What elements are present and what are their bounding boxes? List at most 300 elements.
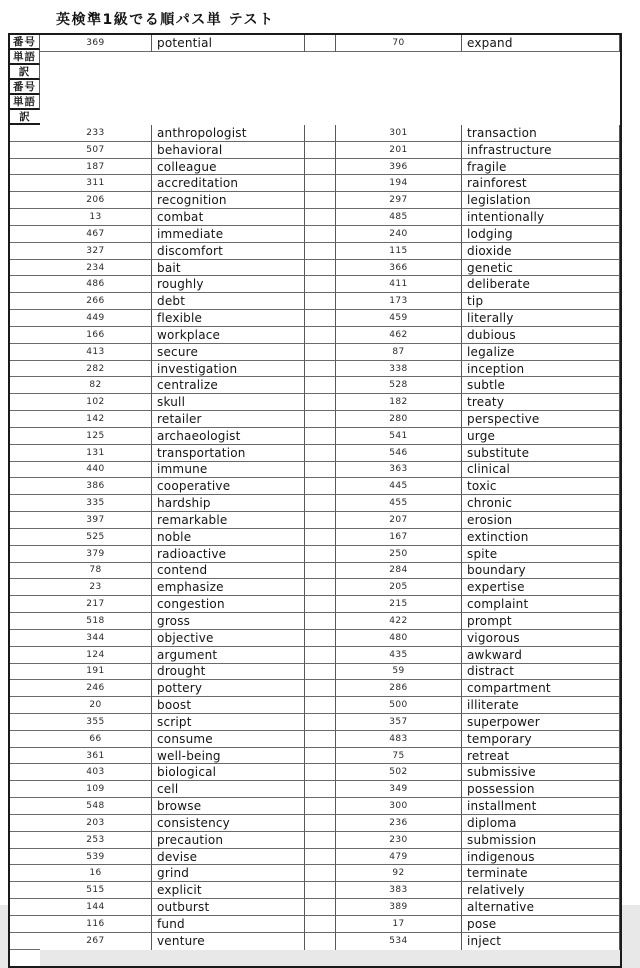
word-cell: archaeologist: [152, 428, 305, 445]
word-cell: venture: [152, 933, 305, 950]
translation-cell: [10, 832, 40, 849]
number-cell: 357: [336, 714, 462, 731]
header-translation-left: 訳: [10, 65, 40, 80]
number-cell: 440: [40, 462, 152, 479]
number-cell: 173: [336, 293, 462, 310]
number-cell: 355: [40, 714, 152, 731]
translation-cell: [10, 260, 40, 277]
word-cell: recognition: [152, 192, 305, 209]
number-cell: 115: [336, 243, 462, 260]
number-cell: 182: [336, 394, 462, 411]
number-cell: 167: [336, 529, 462, 546]
number-cell: 194: [336, 175, 462, 192]
header-word-left: 単語: [10, 50, 40, 65]
number-cell: 144: [40, 899, 152, 916]
word-cell: skull: [152, 394, 305, 411]
translation-cell: [305, 731, 336, 748]
number-cell: 240: [336, 226, 462, 243]
translation-cell: [305, 209, 336, 226]
word-cell: boost: [152, 697, 305, 714]
number-cell: 301: [336, 125, 462, 142]
translation-cell: [10, 478, 40, 495]
translation-cell: [10, 125, 40, 142]
translation-cell: [10, 344, 40, 361]
translation-cell: [305, 697, 336, 714]
word-cell: superpower: [462, 714, 620, 731]
number-cell: 234: [40, 260, 152, 277]
number-cell: 92: [336, 865, 462, 882]
translation-cell: [305, 630, 336, 647]
word-cell: pose: [462, 916, 620, 933]
word-cell: deliberate: [462, 276, 620, 293]
word-cell: discomfort: [152, 243, 305, 260]
number-cell: 59: [336, 664, 462, 681]
number-cell: 361: [40, 748, 152, 765]
word-cell: consume: [152, 731, 305, 748]
translation-cell: [10, 192, 40, 209]
word-cell: relatively: [462, 882, 620, 899]
translation-cell: [305, 361, 336, 378]
number-cell: 16: [40, 865, 152, 882]
number-cell: 116: [40, 916, 152, 933]
number-cell: 413: [40, 344, 152, 361]
number-cell: 462: [336, 327, 462, 344]
translation-cell: [305, 546, 336, 563]
word-cell: gross: [152, 613, 305, 630]
word-cell: argument: [152, 647, 305, 664]
number-cell: 363: [336, 462, 462, 479]
word-cell: possession: [462, 781, 620, 798]
word-cell: colleague: [152, 159, 305, 176]
number-cell: 82: [40, 377, 152, 394]
translation-cell: [305, 377, 336, 394]
word-cell: installment: [462, 798, 620, 815]
translation-cell: [305, 529, 336, 546]
translation-cell: [10, 613, 40, 630]
translation-cell: [10, 495, 40, 512]
number-cell: 338: [336, 361, 462, 378]
number-cell: 205: [336, 579, 462, 596]
word-cell: hardship: [152, 495, 305, 512]
number-cell: 246: [40, 680, 152, 697]
header-number-right: 番号: [10, 80, 40, 95]
translation-cell: [10, 142, 40, 159]
word-cell: immune: [152, 462, 305, 479]
translation-cell: [10, 293, 40, 310]
word-cell: expand: [462, 35, 620, 52]
number-cell: 386: [40, 478, 152, 495]
word-cell: accreditation: [152, 175, 305, 192]
translation-cell: [305, 865, 336, 882]
word-cell: treaty: [462, 394, 620, 411]
word-cell: perspective: [462, 411, 620, 428]
number-cell: 311: [40, 175, 152, 192]
word-cell: biological: [152, 764, 305, 781]
translation-cell: [305, 35, 336, 52]
translation-cell: [10, 579, 40, 596]
number-cell: 486: [40, 276, 152, 293]
word-cell: pottery: [152, 680, 305, 697]
number-cell: 78: [40, 563, 152, 580]
word-cell: contend: [152, 563, 305, 580]
number-cell: 17: [336, 916, 462, 933]
number-cell: 389: [336, 899, 462, 916]
word-cell: potential: [152, 35, 305, 52]
number-cell: 483: [336, 731, 462, 748]
translation-cell: [305, 327, 336, 344]
translation-cell: [10, 327, 40, 344]
word-cell: retreat: [462, 748, 620, 765]
number-cell: 286: [336, 680, 462, 697]
header-number-left: 番号: [10, 35, 40, 50]
word-cell: temporary: [462, 731, 620, 748]
word-cell: substitute: [462, 445, 620, 462]
word-cell: retailer: [152, 411, 305, 428]
translation-cell: [10, 596, 40, 613]
word-cell: inception: [462, 361, 620, 378]
number-cell: 335: [40, 495, 152, 512]
number-cell: 515: [40, 882, 152, 899]
word-cell: boundary: [462, 563, 620, 580]
translation-cell: [305, 647, 336, 664]
number-cell: 207: [336, 512, 462, 529]
word-cell: grind: [152, 865, 305, 882]
word-cell: tip: [462, 293, 620, 310]
number-cell: 267: [40, 933, 152, 950]
word-cell: expertise: [462, 579, 620, 596]
number-cell: 528: [336, 377, 462, 394]
number-cell: 266: [40, 293, 152, 310]
number-cell: 435: [336, 647, 462, 664]
word-cell: centralize: [152, 377, 305, 394]
number-cell: 459: [336, 310, 462, 327]
translation-cell: [10, 849, 40, 866]
number-cell: 109: [40, 781, 152, 798]
number-cell: 455: [336, 495, 462, 512]
word-cell: literally: [462, 310, 620, 327]
translation-cell: [10, 310, 40, 327]
number-cell: 187: [40, 159, 152, 176]
number-cell: 502: [336, 764, 462, 781]
translation-cell: [10, 546, 40, 563]
word-cell: genetic: [462, 260, 620, 277]
number-cell: 485: [336, 209, 462, 226]
translation-cell: [305, 916, 336, 933]
number-cell: 500: [336, 697, 462, 714]
number-cell: 449: [40, 310, 152, 327]
table-header-row: [10, 35, 40, 125]
translation-cell: [305, 260, 336, 277]
word-cell: terminate: [462, 865, 620, 882]
word-cell: anthropologist: [152, 125, 305, 142]
word-cell: investigation: [152, 361, 305, 378]
number-cell: 541: [336, 428, 462, 445]
translation-cell: [305, 276, 336, 293]
number-cell: 75: [336, 748, 462, 765]
translation-cell: [305, 344, 336, 361]
word-cell: submissive: [462, 764, 620, 781]
number-cell: 327: [40, 243, 152, 260]
number-cell: 539: [40, 849, 152, 866]
translation-cell: [10, 209, 40, 226]
number-cell: 546: [336, 445, 462, 462]
word-cell: explicit: [152, 882, 305, 899]
number-cell: 282: [40, 361, 152, 378]
translation-cell: [305, 899, 336, 916]
translation-cell: [305, 882, 336, 899]
word-cell: lodging: [462, 226, 620, 243]
number-cell: 13: [40, 209, 152, 226]
word-cell: secure: [152, 344, 305, 361]
translation-cell: [305, 495, 336, 512]
word-cell: noble: [152, 529, 305, 546]
word-cell: clinical: [462, 462, 620, 479]
word-cell: inject: [462, 933, 620, 950]
translation-cell: [305, 243, 336, 260]
translation-cell: [10, 882, 40, 899]
number-cell: 379: [40, 546, 152, 563]
word-cell: flexible: [152, 310, 305, 327]
word-cell: alternative: [462, 899, 620, 916]
translation-cell: [10, 697, 40, 714]
translation-cell: [305, 394, 336, 411]
word-cell: cooperative: [152, 478, 305, 495]
number-cell: 534: [336, 933, 462, 950]
translation-cell: [305, 781, 336, 798]
translation-cell: [305, 798, 336, 815]
translation-cell: [10, 899, 40, 916]
word-cell: bait: [152, 260, 305, 277]
translation-cell: [305, 680, 336, 697]
number-cell: 383: [336, 882, 462, 899]
header-translation-right: 訳: [10, 110, 40, 125]
word-cell: dubious: [462, 327, 620, 344]
word-cell: urge: [462, 428, 620, 445]
translation-cell: [305, 462, 336, 479]
translation-cell: [10, 731, 40, 748]
word-cell: fragile: [462, 159, 620, 176]
number-cell: 403: [40, 764, 152, 781]
number-cell: 525: [40, 529, 152, 546]
number-cell: 518: [40, 613, 152, 630]
translation-cell: [10, 714, 40, 731]
number-cell: 366: [336, 260, 462, 277]
word-cell: fund: [152, 916, 305, 933]
translation-cell: [10, 950, 40, 967]
number-cell: 300: [336, 798, 462, 815]
word-cell: behavioral: [152, 142, 305, 159]
number-cell: 217: [40, 596, 152, 613]
translation-cell: [305, 142, 336, 159]
translation-cell: [305, 411, 336, 428]
word-cell: infrastructure: [462, 142, 620, 159]
number-cell: 66: [40, 731, 152, 748]
translation-cell: [10, 865, 40, 882]
number-cell: 131: [40, 445, 152, 462]
word-cell: spite: [462, 546, 620, 563]
number-cell: 201: [336, 142, 462, 159]
word-cell: compartment: [462, 680, 620, 697]
word-cell: illiterate: [462, 697, 620, 714]
word-cell: chronic: [462, 495, 620, 512]
translation-cell: [10, 781, 40, 798]
word-cell: browse: [152, 798, 305, 815]
word-cell: extinction: [462, 529, 620, 546]
translation-cell: [305, 596, 336, 613]
translation-cell: [10, 798, 40, 815]
translation-cell: [10, 933, 40, 950]
word-cell: consistency: [152, 815, 305, 832]
word-cell: emphasize: [152, 579, 305, 596]
number-cell: 206: [40, 192, 152, 209]
vocab-table: [8, 33, 622, 968]
translation-cell: [10, 226, 40, 243]
word-cell: radioactive: [152, 546, 305, 563]
number-cell: 191: [40, 664, 152, 681]
number-cell: 467: [40, 226, 152, 243]
translation-cell: [10, 394, 40, 411]
number-cell: 166: [40, 327, 152, 344]
translation-cell: [10, 512, 40, 529]
number-cell: 397: [40, 512, 152, 529]
translation-cell: [10, 377, 40, 394]
word-cell: distract: [462, 664, 620, 681]
number-cell: 87: [336, 344, 462, 361]
number-cell: 23: [40, 579, 152, 596]
translation-cell: [305, 815, 336, 832]
word-cell: remarkable: [152, 512, 305, 529]
translation-cell: [10, 462, 40, 479]
word-cell: precaution: [152, 832, 305, 849]
number-cell: 344: [40, 630, 152, 647]
translation-cell: [10, 428, 40, 445]
translation-cell: [305, 512, 336, 529]
word-cell: subtle: [462, 377, 620, 394]
word-cell: prompt: [462, 613, 620, 630]
word-cell: devise: [152, 849, 305, 866]
translation-cell: [10, 445, 40, 462]
word-cell: drought: [152, 664, 305, 681]
word-cell: indigenous: [462, 849, 620, 866]
number-cell: 297: [336, 192, 462, 209]
word-cell: roughly: [152, 276, 305, 293]
number-cell: 124: [40, 647, 152, 664]
translation-cell: [10, 159, 40, 176]
translation-cell: [10, 276, 40, 293]
word-cell: transportation: [152, 445, 305, 462]
translation-cell: [305, 175, 336, 192]
number-cell: 369: [40, 35, 152, 52]
number-cell: 215: [336, 596, 462, 613]
translation-cell: [305, 764, 336, 781]
word-cell: submission: [462, 832, 620, 849]
word-cell: objective: [152, 630, 305, 647]
word-cell: legislation: [462, 192, 620, 209]
number-cell: 280: [336, 411, 462, 428]
word-cell: diploma: [462, 815, 620, 832]
word-cell: dioxide: [462, 243, 620, 260]
translation-cell: [10, 411, 40, 428]
number-cell: 20: [40, 697, 152, 714]
translation-cell: [305, 664, 336, 681]
translation-cell: [305, 714, 336, 731]
word-cell: complaint: [462, 596, 620, 613]
translation-cell: [10, 361, 40, 378]
translation-cell: [305, 933, 336, 950]
number-cell: 250: [336, 546, 462, 563]
translation-cell: [305, 310, 336, 327]
number-cell: 480: [336, 630, 462, 647]
translation-cell: [10, 175, 40, 192]
word-cell: combat: [152, 209, 305, 226]
number-cell: 236: [336, 815, 462, 832]
translation-cell: [305, 613, 336, 630]
number-cell: 142: [40, 411, 152, 428]
translation-cell: [305, 159, 336, 176]
number-cell: 507: [40, 142, 152, 159]
header-word-right: 単語: [10, 95, 40, 110]
translation-cell: [305, 563, 336, 580]
number-cell: 253: [40, 832, 152, 849]
translation-cell: [10, 664, 40, 681]
translation-cell: [305, 445, 336, 462]
number-cell: 445: [336, 478, 462, 495]
number-cell: 548: [40, 798, 152, 815]
translation-cell: [10, 529, 40, 546]
translation-cell: [305, 832, 336, 849]
word-cell: erosion: [462, 512, 620, 529]
number-cell: 396: [336, 159, 462, 176]
number-cell: 284: [336, 563, 462, 580]
number-cell: 230: [336, 832, 462, 849]
word-cell: rainforest: [462, 175, 620, 192]
word-cell: outburst: [152, 899, 305, 916]
translation-cell: [10, 647, 40, 664]
translation-cell: [305, 478, 336, 495]
word-cell: transaction: [462, 125, 620, 142]
translation-cell: [305, 748, 336, 765]
word-cell: awkward: [462, 647, 620, 664]
number-cell: 203: [40, 815, 152, 832]
translation-cell: [305, 849, 336, 866]
word-cell: workplace: [152, 327, 305, 344]
number-cell: 349: [336, 781, 462, 798]
word-cell: congestion: [152, 596, 305, 613]
word-cell: script: [152, 714, 305, 731]
translation-cell: [10, 748, 40, 765]
translation-cell: [305, 192, 336, 209]
word-cell: cell: [152, 781, 305, 798]
translation-cell: [305, 428, 336, 445]
word-cell: toxic: [462, 478, 620, 495]
page-title: 英検準1級でる順パス単 テスト: [56, 12, 275, 28]
word-cell: well-being: [152, 748, 305, 765]
word-cell: vigorous: [462, 630, 620, 647]
number-cell: 102: [40, 394, 152, 411]
word-cell: immediate: [152, 226, 305, 243]
word-cell: debt: [152, 293, 305, 310]
number-cell: 70: [336, 35, 462, 52]
word-cell: intentionally: [462, 209, 620, 226]
translation-cell: [10, 563, 40, 580]
number-cell: 422: [336, 613, 462, 630]
translation-cell: [305, 293, 336, 310]
translation-cell: [305, 125, 336, 142]
translation-cell: [10, 680, 40, 697]
translation-cell: [10, 764, 40, 781]
translation-cell: [10, 630, 40, 647]
number-cell: 233: [40, 125, 152, 142]
